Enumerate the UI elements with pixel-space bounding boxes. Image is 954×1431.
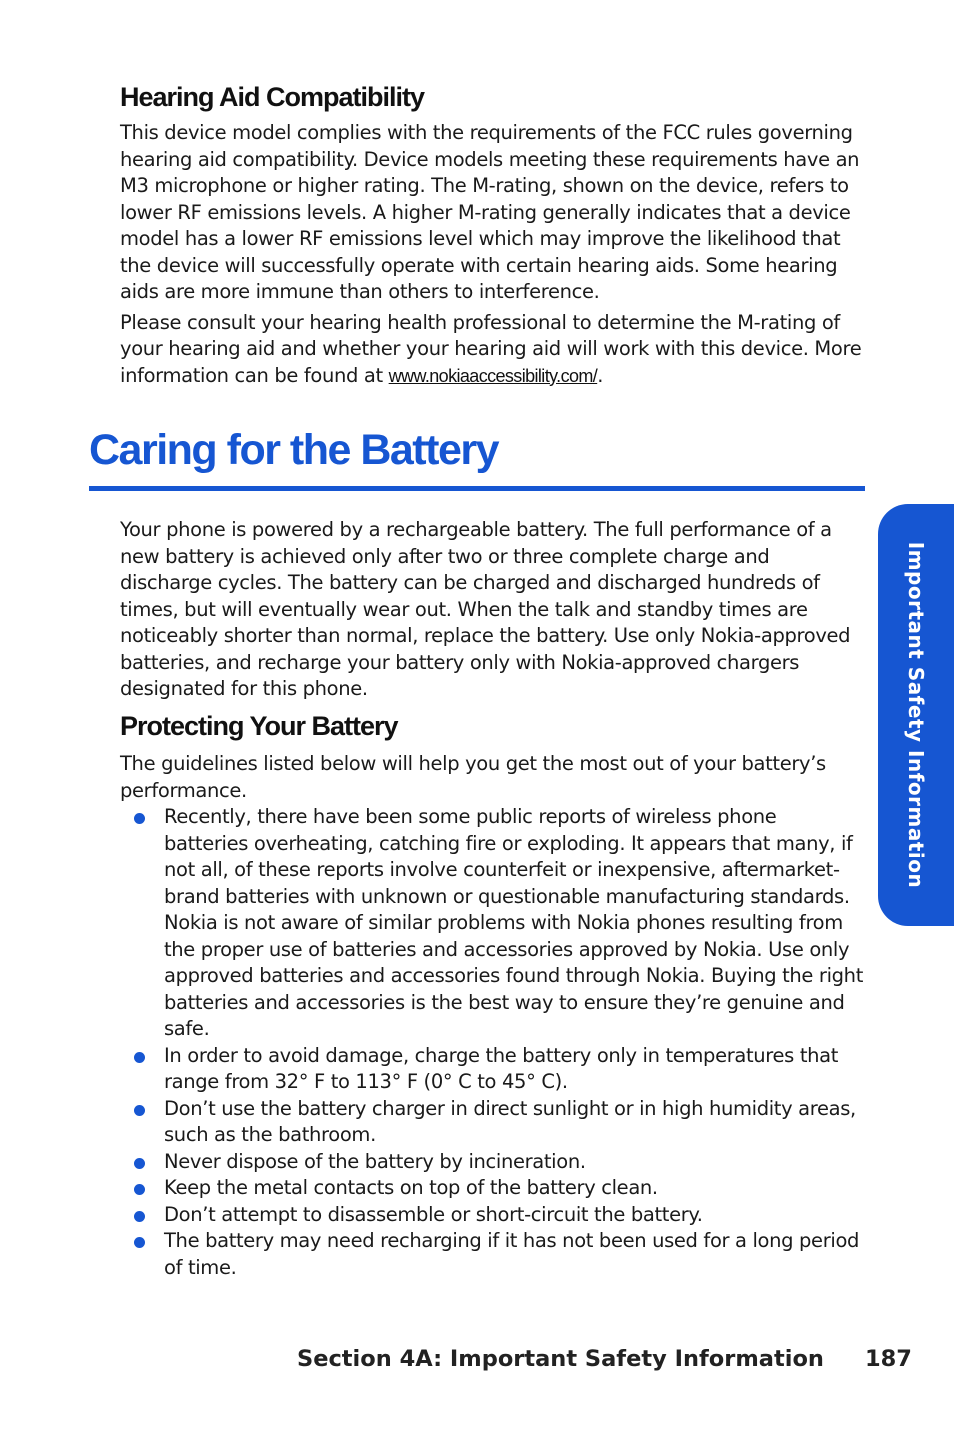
battery-intro-paragraph: Your phone is powered by a rechargeable battery. The full performance of a new battery is achieved only after two or three complete charge and discharge cycles. The battery can be charged and discharged hundreds of times, but will eventually wear out. When the talk and standby times are noticeably shorter than normal, replace the battery. Use only Nokia-approved batteries, and recharge your battery only with Nokia-approved chargers designated for this phone. (120, 518, 851, 700)
section-heading-hearing-aid: Hearing Aid Compatibility (120, 82, 425, 112)
section-heading-protecting: Protecting Your Battery (120, 711, 398, 741)
list-item (120, 1228, 865, 1281)
list-item-text: Recently, there have been some public reports of wireless phone batteries overheating, catching fire or exploding. It appears that many, if not all, of these reports involve counterfeit or inexpensive, aftermarket-brand batteries with unknown or questionable manufacturing standards. Nokia is not aware of similar problems with Nokia phones resulting from the proper use of batteries and accessories approved by Nokia. Use only approved batteries and accessories found through Nokia. Buying the right batteries and accessories is the best way to ensure they’re genuine and safe. (164, 805, 863, 1040)
list-item-text: Don’t attempt to disassemble or short-circuit the battery. (164, 1202, 703, 1226)
battery-guidelines-list (120, 804, 865, 1281)
list-item-text: Never dispose of the battery by incineration. (164, 1149, 586, 1173)
section-side-tab (878, 504, 954, 926)
list-item (120, 1149, 865, 1176)
accessibility-link[interactable]: www.nokiaaccessibility.com/ (388, 365, 598, 386)
list-item-text: Keep the metal contacts on top of the battery clean. (164, 1176, 658, 1199)
bullet-icon (134, 1211, 145, 1222)
list-item (120, 1043, 865, 1096)
bullet-icon (134, 1184, 145, 1195)
bullet-icon (134, 1237, 145, 1248)
hearing-aid-paragraph-2 (120, 310, 865, 390)
bullet-icon (134, 1052, 145, 1063)
list-item-text: The battery may need recharging if it has not been used for a long period of time. (164, 1229, 860, 1279)
list-item (120, 1096, 865, 1149)
list-item (120, 1202, 865, 1229)
hearing-aid-content (120, 120, 865, 389)
hearing-aid-paragraph-2-text: Please consult your hearing health professional to determine the M-rating of your hearing aid and whether your hearing aid will work with this device. More information can be found at (120, 310, 862, 387)
page-number: 187 (865, 1346, 912, 1372)
bullet-icon (134, 1105, 145, 1116)
footer-section-title: Section 4A: Important Safety Information (297, 1346, 824, 1372)
list-item (120, 1175, 865, 1202)
battery-intro (120, 517, 865, 703)
protecting-intro-paragraph: The guidelines listed below will help you get the most out of your battery’s performance. (120, 752, 826, 802)
list-item-text: In order to avoid damage, charge the battery only in temperatures that range from 32° F to 113° F (0° C to 45° C). (164, 1043, 839, 1093)
title-rule (89, 486, 865, 491)
protecting-content (120, 751, 865, 1281)
page-title: Caring for the Battery (89, 426, 499, 474)
list-item (120, 804, 865, 1043)
list-item-text: Don’t use the battery charger in direct sunlight or in high humidity areas, such as the bathroom. (164, 1096, 856, 1146)
hearing-aid-paragraph-1: This device model complies with the requirements of the FCC rules governing hearing aid compatibility. Device models meeting these requirements have an M3 microphone or higher rating. The M-rating, shown on the device, refers to lower RF emissions levels. A higher M-rating generally indicates that a device model has a lower RF emissions level which may improve the likelihood that the device will successfully operate with certain hearing aids. Some hearing aids are more immune than others to interference. (120, 121, 860, 303)
bullet-icon (134, 1158, 145, 1169)
side-tab-label: Important Safety Information (904, 541, 928, 889)
bullet-icon (134, 813, 145, 824)
hearing-aid-paragraph-2-tail: . (597, 363, 604, 387)
